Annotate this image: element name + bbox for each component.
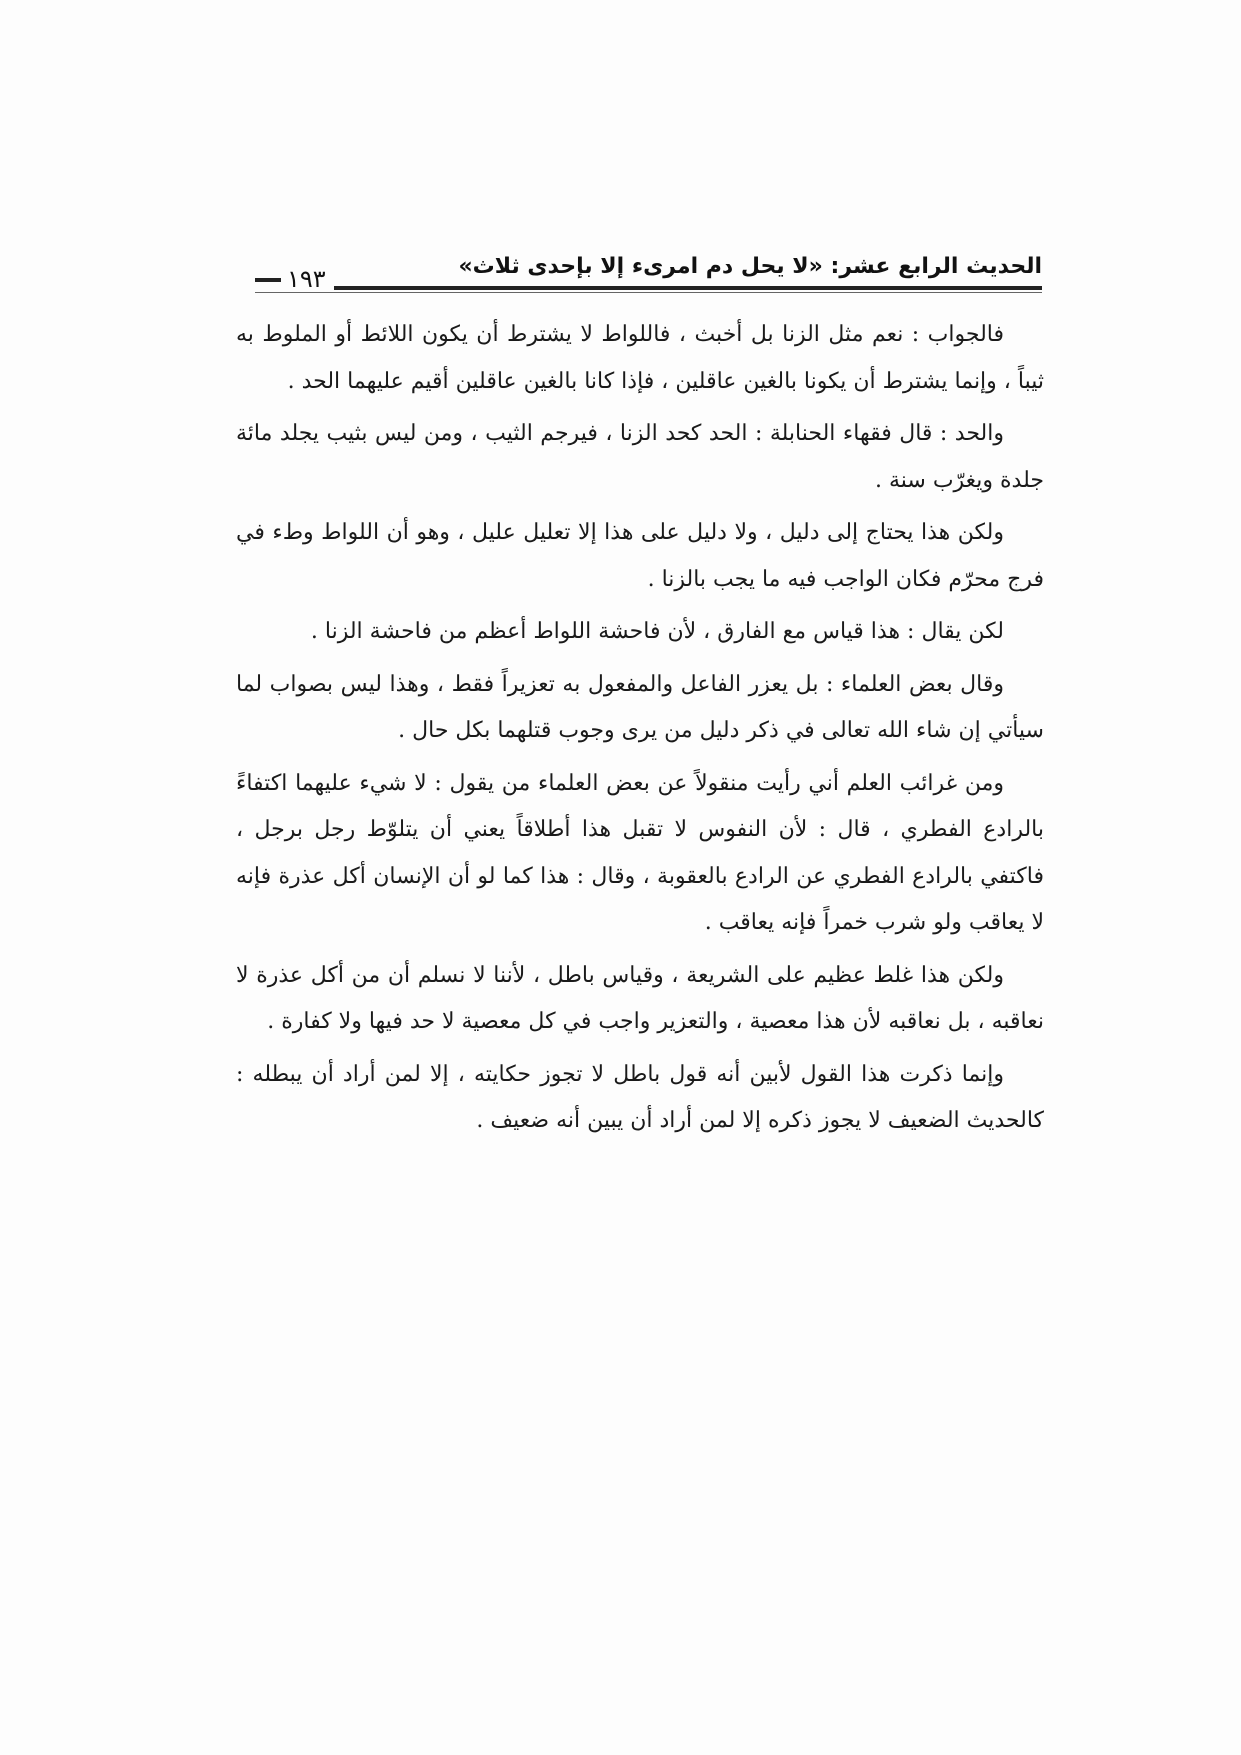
body-text xyxy=(236,312,1044,1151)
paragraph: ولكن هذا يحتاج إلى دليل ، ولا دليل على هذا إلا تعليل عليل ، وهو أن اللواط وطء في فرج محرّم فكان الواجب فيه ما يجب بالزنا . xyxy=(236,520,1044,592)
header-title: الحديث الرابع عشر: «لا يحل دم امرىء إلا بإحدى ثلاث» xyxy=(458,254,1042,279)
running-header xyxy=(255,250,1042,296)
paragraph: فالجواب : نعم مثل الزنا بل أخبث ، فاللواط لا يشترط أن يكون اللائط أو الملوط به ثيباً ، وإنما يشترط أن يكونا بالغين عاقلين ، فإذا كانا بالغين عاقلين أقيم عليهما الحد . xyxy=(236,322,1044,394)
paragraph: وإنما ذكرت هذا القول لأبين أنه قول باطل لا تجوز حكايته ، إلا لمن أراد أن يبطله : كالحديث الضعيف لا يجوز ذكره إلا لمن أراد أن يبين أنه ضعيف . xyxy=(236,1061,1044,1133)
page-number: ١٩٣ xyxy=(287,265,326,293)
paragraph: ومن غرائب العلم أني رأيت منقولاً عن بعض العلماء من يقول : لا شيء عليهما اكتفاءً بالرادع الفطري ، قال : لأن النفوس لا تقبل هذا أطلاقاً يعني أن يتلوّط رجل برجل ، فاكتفي بالرادع الفطري عن الرادع بالعقوبة ، وقال : هذا كما لو أن الإنسان أكل عذرة فإنه لا يعاقب ولو شرب خمراً فإنه يعاقب . xyxy=(236,770,1044,935)
header-rule xyxy=(255,286,1042,290)
paragraph: والحد : قال فقهاء الحنابلة : الحد كحد الزنا ، فيرجم الثيب ، ومن ليس بثيب يجلد مائة جلدة ويغرّب سنة . xyxy=(236,421,1044,493)
page-number-tick xyxy=(255,278,281,282)
page-number-block xyxy=(255,266,334,292)
header-rule-thin xyxy=(255,292,1042,293)
paragraph: ولكن هذا غلط عظيم على الشريعة ، وقياس باطل ، لأننا لا نسلم أن من أكل عذرة لا نعاقبه ، بل نعاقبه لأن هذا معصية ، والتعزير واجب في كل معصية لا حد فيها ولا كفارة . xyxy=(236,962,1044,1034)
paragraph: لكن يقال : هذا قياس مع الفارق ، لأن فاحشة اللواط أعظم من فاحشة الزنا . xyxy=(310,619,1004,644)
paragraph: وقال بعض العلماء : بل يعزر الفاعل والمفعول به تعزيراً فقط ، وهذا ليس بصواب لما سيأتي إن شاء الله تعالى في ذكر دليل من يرى وجوب قتلهما بكل حال . xyxy=(236,671,1044,743)
